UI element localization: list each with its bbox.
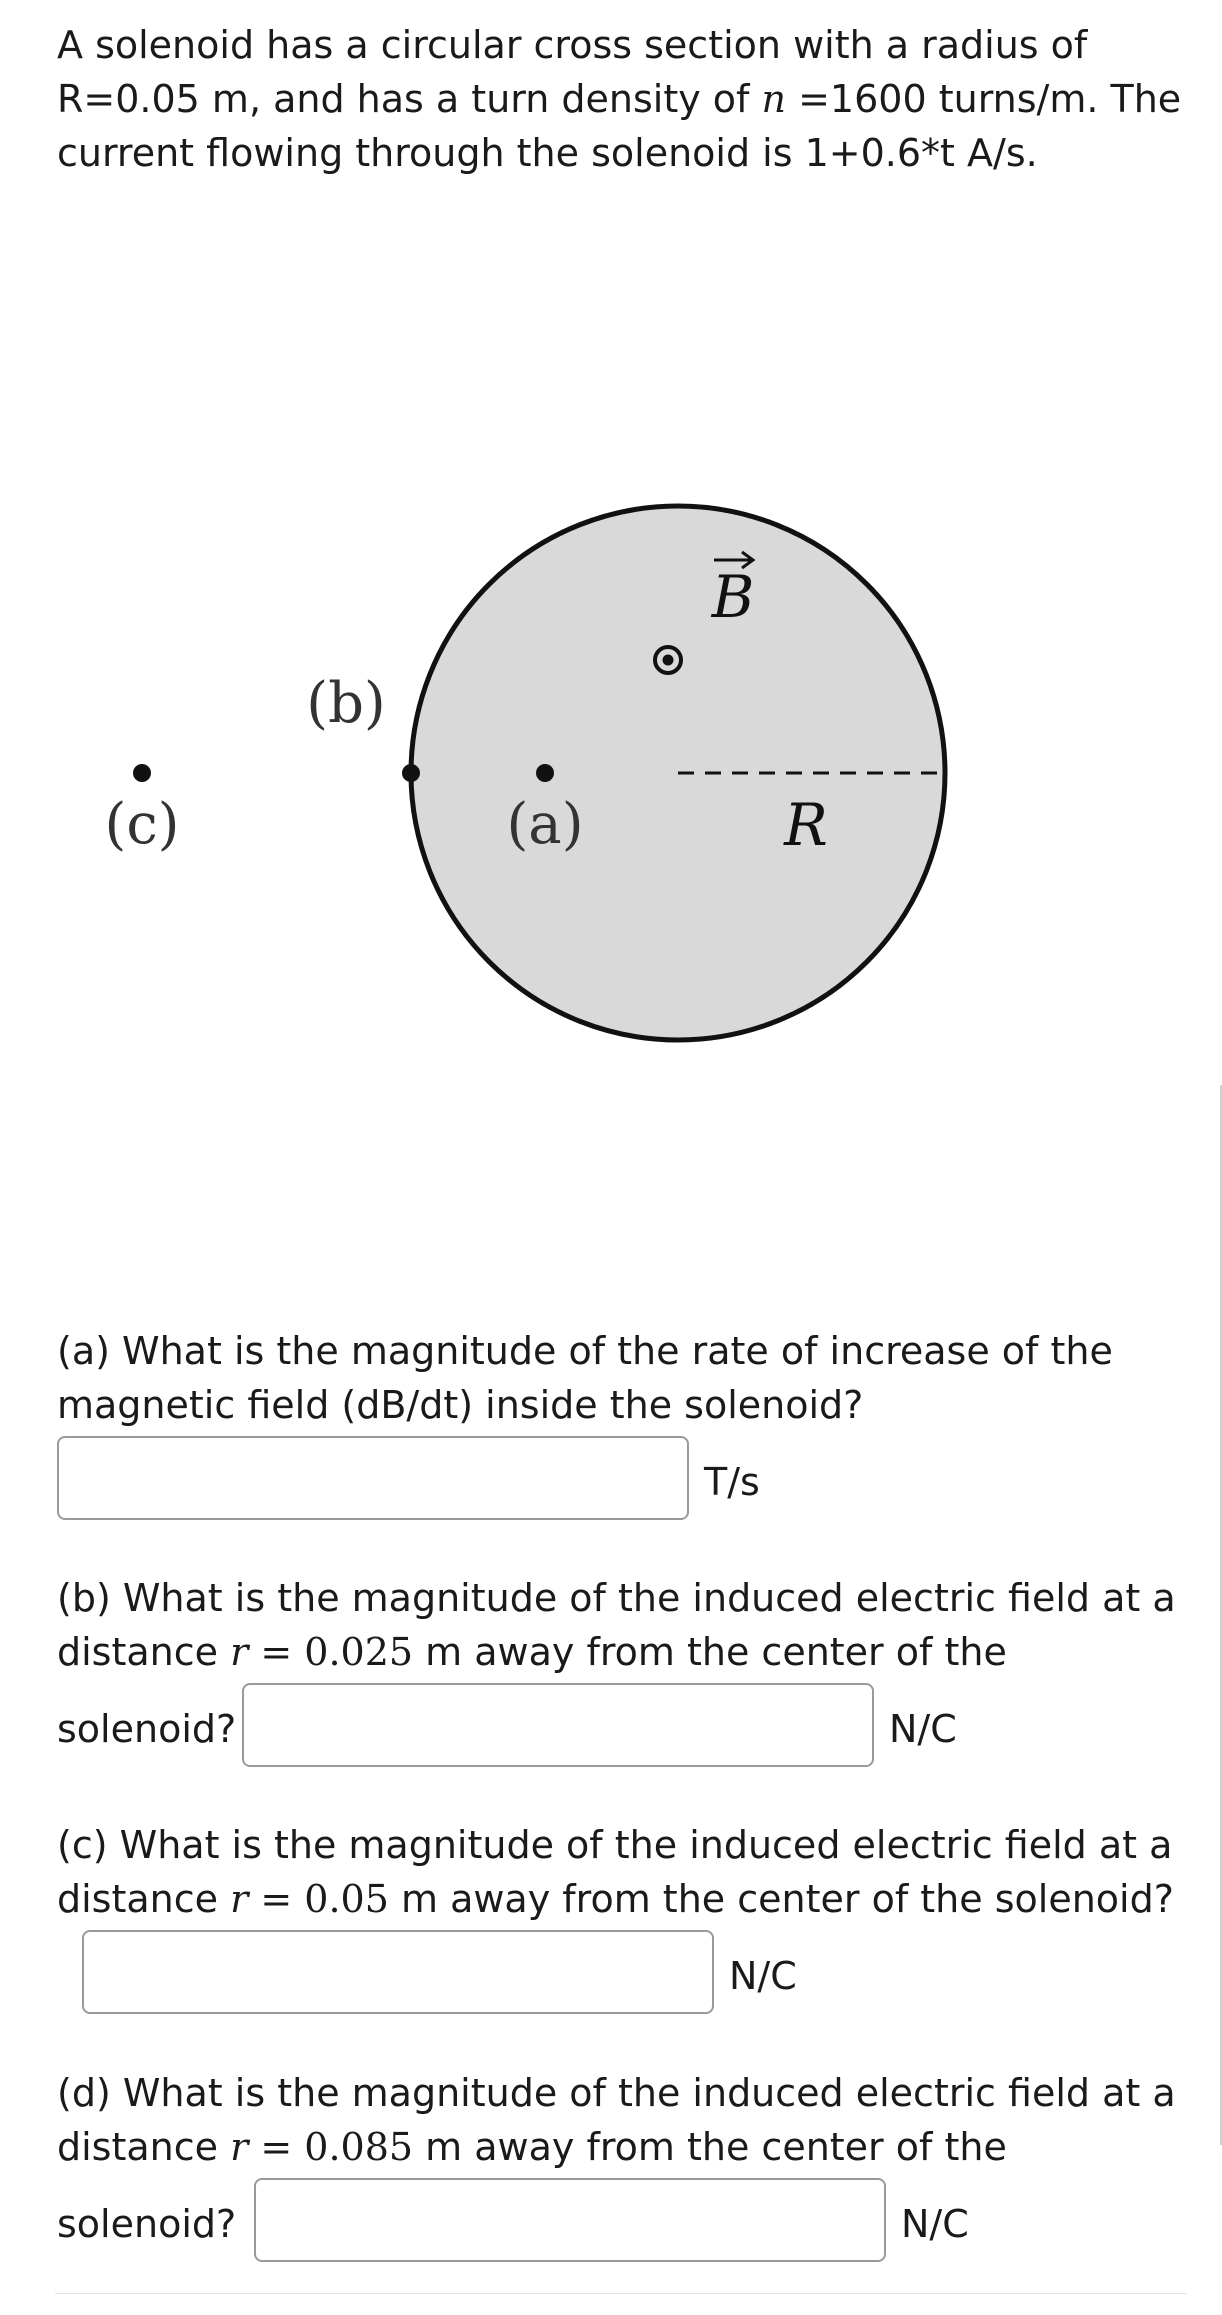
answer-b-unit: N/C	[889, 1707, 957, 1751]
question-b-line-1: (b) What is the magnitude of the induced electric field at a	[57, 1576, 1176, 1620]
question-d-line-1: (d) What is the magnitude of the induced electric field at a	[57, 2071, 1176, 2115]
question-b-text	[57, 1571, 1187, 1679]
intro-line-3: current flowing through the solenoid is 1+0.6*t A/s.	[57, 131, 1038, 175]
question-b-distance-suffix: m away from the center of the	[413, 1630, 1007, 1674]
intro-line-2a: R=0.05 m, and has a turn density of	[57, 77, 762, 121]
answer-d-unit: N/C	[901, 2202, 969, 2246]
intro-line-2b: =1600 turns/m. The	[786, 77, 1182, 121]
question-c-variable: r	[230, 1877, 249, 1921]
answer-a-input[interactable]	[57, 1436, 689, 1520]
answer-c-input[interactable]	[82, 1930, 714, 2014]
question-d-distance-prefix: distance	[57, 2125, 231, 2169]
question-b-line-3: solenoid?	[57, 1707, 237, 1751]
question-c-text	[57, 1818, 1187, 1926]
magnetic-field-label: B	[711, 563, 755, 631]
question-d-distance-suffix: m away from the center of the	[413, 2125, 1007, 2169]
point-c-label: (c)	[104, 792, 180, 857]
question-d-line-3: solenoid?	[57, 2202, 237, 2246]
answer-c-unit: N/C	[729, 1954, 797, 1998]
point-a-label: (a)	[506, 792, 584, 857]
point-c	[133, 764, 151, 782]
question-c-distance-prefix: distance	[57, 1877, 231, 1921]
question-c-distance: 0.05	[304, 1877, 389, 1921]
answer-a-unit: T/s	[704, 1460, 760, 1504]
answer-b-input[interactable]	[242, 1683, 874, 1767]
question-c-line-1: (c) What is the magnitude of the induced electric field at a	[57, 1823, 1173, 1867]
question-d-distance: 0.085	[304, 2125, 414, 2169]
bottom-divider	[55, 2293, 1187, 2294]
answer-d-input[interactable]	[254, 2178, 886, 2262]
question-d-variable: r	[230, 2125, 249, 2169]
point-b-label: (b)	[306, 671, 386, 736]
question-b-variable: r	[230, 1630, 249, 1674]
question-c-distance-suffix: m away from the center of the solenoid?	[388, 1877, 1174, 1921]
question-b-distance: 0.025	[304, 1630, 414, 1674]
point-a	[536, 764, 554, 782]
question-c-equals: =	[248, 1877, 305, 1921]
question-d-text	[57, 2066, 1187, 2174]
intro-line-1: A solenoid has a circular cross section with a radius of	[57, 23, 1088, 67]
point-b	[402, 764, 420, 782]
question-d-equals: =	[248, 2125, 305, 2169]
problem-intro	[57, 18, 1187, 180]
solenoid-diagram	[0, 440, 1222, 1140]
question-a-text	[57, 1324, 1187, 1432]
turn-density-variable: n	[761, 77, 786, 121]
question-b-equals: =	[248, 1630, 305, 1674]
question-a-line-1: (a) What is the magnitude of the rate of increase of the	[57, 1329, 1113, 1373]
radius-label: R	[784, 791, 828, 859]
question-b-distance-prefix: distance	[57, 1630, 231, 1674]
question-a-line-2: magnetic field (dB/dt) inside the solenoid?	[57, 1383, 864, 1427]
